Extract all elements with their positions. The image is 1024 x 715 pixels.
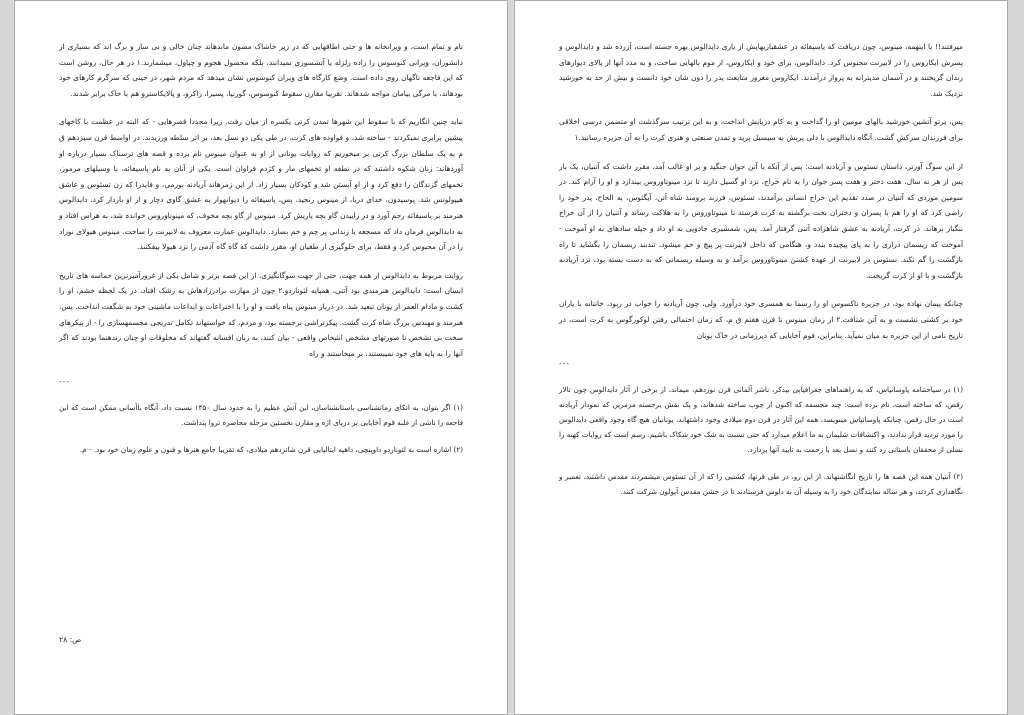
footnote-separator: --- <box>559 359 571 369</box>
paragraph: روایت مربوط به دایدالوس از همه جهت، حتی از جهت سوگانگیزی، از این قصه برتر و شامل یکی از غرورآمیزترین حماسه های تاریخ انسان است: دایدالوس هنرمندی بود آتنی، همپایه لئوناردو.۲ چون از مهارت برادرزادهاش به رشک افتاد، در یک لحظه خشم، او را کشت و مادام العمر از یونان تبعید شد. در دربار مینوس پناه یافت و او را با اختراعات و ابداعات ماشینی خود به شگفت انداخت. پس، هنرمند و مهندس بزرگ شاه کرت گشت. پیکرتراشی برجسته بود، و مردم، که خواستهاند تکامل تدریجی مجسمهسازی را - از پیکرهای سخت بی تشخص تا صورتهای مشخص اشخاص واقعی - بیان کنند، به زبان افسانه گفتهاند که مخلوقات او چنان زندهنما بودند که اگر آنها را به پایه های خود نمیبستند، بر میخاستند و راه <box>59 270 463 358</box>
paragraph: چنانکه پیمان نهاده بود، در جزیره ناکسوس او را رسما به همسری خود درآورد. ولی، چون آریادنه را خواب در ربود، خانتانه با یاران خود بر کشتی نشست و به آتن شتافت.۲ از زمان مینوس تا قرن هفتم ق م، که زمان احتمالی رفتن لوکورگوس به کرت است، در تاریخ نامی از این جزیره به میان نمیآید. بنابراین، قوم آخایایی که دیرزمانی در خاک یونان <box>559 299 963 340</box>
paragraph: پس، پرتو آتشین خورشید بالهای مومین او را گداخت و به کام دریایش انداخت، و به این ترتیب سرگذشت او متضمن درسی اخلاقی برای فرزندان سرکش گشت. آنگاه دایدالوس با دلی پریش به سیسیل پرید و تمدن صنعتی و هنری کرت را به آن جزیره رسانید.۱ <box>559 117 963 142</box>
paragraph: میرفتند!! با اینهمه، مینوس، چون دریافت که پاسیفائه در عشقبازیهایش از یاری دایدالوس بهره جسته است، آزرده شد و دایدالوس و پسرش ایکاروس را در لابیرنت محبوس کرد. دایدالوس، برای خود و ایکاروس، از موم بالهایی ساخت، و به مدد آنها از بالای دیوارهای زندان گریختند و در آسمان مدیترانه به پرواز درآمدند. ایکاروس مغرور متابعت پدر را دون شان خود دانست و بیش از حد به خورشید نزدیک شد. <box>559 42 963 98</box>
footnote: (۲) آتنیان همه این قصه ها را تاریخ انگاشتهاند. از این رو، در طی قرنها، کشتیی را که از آن تسئوس میشمردند مقدس داشتند، تعمیر و نگاهداری کردند، و هر ساله نمایندگان خود را به وسیله آن به دلوس فرستادند تا در جشن مقدس آپولون شرکت کنند. <box>559 471 963 496</box>
footnote: (۱) در سیاحتنامه پاوسانیاس، که به راهنماهای جغرافیایی بیدکر، ناشر آلمانی قرن نوزدهم، میماند، از برخی از آثار دایدالوس چون تالار رقص، که ساخته است، نام برده است: چند مجسمه که اکنون از چوب ساخته شدهاند، و یک نقش برجسته مرمرین که نمودار آریادنه است در حال رقص. چنانکه پاوسانیاس مینویسد، همه این آثار در قرن دوم میلادی وجود داشتهاند. یونانیان هیچ گاه وجود واقعی دایدالوس را مورد تردید قرار ندادند، و اکتشافات شلیمان به ما اعلام میدارد که حتی نسبت به شک خود شکاک باشیم. رسم است که روایات کهنه را نسلی از محققان باستانی رد کنند و نسل بعد با زحمت به تایید آنها پردازد. <box>559 384 963 454</box>
footnote: (۱) اگر بتوان، به اتکای زمانشناسی باستانشناسان، این آتش عظیم را به حدود سال ۱۴۵۰ نسبت داد، آنگاه باآسانی ممکن است که این فاجعه را ناشی از غلبه قوم آخایایی بر دریای اژه و مقارن نخستین مرحله محاصره تروا پنداشت. <box>59 402 463 427</box>
right-page-content <box>559 39 963 674</box>
left-page <box>14 0 508 715</box>
footnote: (۲) اشاره است به لئوناردو داوینچی، داهیه ایتالیایی قرن شانزدهم میلادی، که تقریبا جامع هنرها و فنون و علوم زمان خود بود. - م. <box>79 444 463 454</box>
left-page-content <box>59 39 463 674</box>
paragraph: تام و تمام است، و ویرانخانه ها و حتی اطاقهایی که در زیر خاشاک مصون ماندهاند چنان خالی و بی ساز و برگ اند که بسیاری از دانشوران، ویرانی کنوسوس را زاده زلزله یا آتشسوزی نمیدانند، بلکه محصول هجوم و چپاول، میشمارند.۱ در هر حال، روشن است که این فاجعه ناگهان روی داده است. وضع کارگاه های ویران کنوسوس نشان میدهد که مردم شهر، در حینی که سرگرم کارهای خود بودهاند، با مرگی بیامان مواجه شدهاند. تقریبا مقارن سقوط کنوسوس، گورنیا، پسیرا، زاکرو، و پالایکاسترو هم با خاک برابر شدند. <box>59 42 463 98</box>
right-page <box>514 0 1008 715</box>
page-number: ص: ۲۸ <box>59 635 82 644</box>
footnote-separator: --- <box>59 377 71 387</box>
paragraph: از این سوگ آورتر، داستان تسئوس و آریادنه است: پس از آنکه با آتن جوان جنگید و بر او غالب آمد، مقرر داشت که آتنیان، یک بار پس از هر نه سال، هفت دختر و هفت پسر جوان را به نام خراج، نزد او گسیل دارند تا نزد مینوتاوروس بیندازد و او را آرام کند. در سومین موردی که آتنیان در صدد تقدیم این خراج انسانی برآمدند، تسئوس، فرزند برومند شاه آتن، آیگئوس، به الحاح، پدر خود را راضی کرد که او را هم با پسران و دختران بخت برگشته به کرت فرستد تا مینوتاوروس را به هلاکت رساند و آتنیان را از آن خراج ننگبار برهاند. در کرت، آریادنه به عشق شاهزاده آتنی گرفتار آمد. پس، شمشیری جادویی به او داد و حیله سادهای به او آموخت - آموخت که ریسمان درازی را به پای پیچیده بندد و، هنگامی که داخل لابیرنت پر پیچ و خم میشود، تندبند ریسمان را بگشاید تا راه بازگشت را گم نکند. تسئوس در لابیرنت از عهده کشتن مینوتاوروس برآمد و به وسیله ریسمانی که به دست بسته بود، نزد آریادنه بازگشت و با او از کرت گریخت. <box>559 161 963 280</box>
paragraph: نباید چنین انگاریم که با سقوط این شهرها تمدن کرتی یکسره از میان رفت. زیرا مجددا قصرهایی - که البته در عظمت با کاخهای پیشین برابری نمیکردند - ساخته شد، و فواوده های کرت، در طی یکی دو نسل بعد، بر اثر سلطه ورزیدند. در اواسط قرن سیزدهم ق م به یک سلطان بزرگ کرتی بر میخوریم که روایات یونانی از او به عنوان مینوس نام برده و قصه های ترسناک بسیار درباره او آوردهاند: زنان شکوه داشتند که در نطفه او تخمهای مار و کژدم فراوان است. یکی از آنان به نام پاسیفائه، با وسیلهای مرموز، تخمهای گزندگان را دفع کرد و از او آبستن شد و کودکان بسیار زاد. از این زمرهاند آریادنه بورمی، و فایدرا که زن تسئوس و عاشق هیپولوتس شد. پوسیدون، خدای دریا، از مینوس رنجید. پس، پاسیفائه را دیوانهوار به عشق گاوی دچار و از او باردار کرد. دایدالوس هنرمند بر پاسیفائه رحم آورد و در زاییدن گاو بچه یاریش کرد. مینوس از گاو بچه مخوف، که مینوتاوروس خوانده شد، به هراس افتاد و به دایدالوس فرمان داد که مسجعه یا زندانی پر چم و خم بسازد. دایدالوس عمارت معروف به لابیرنت را ساخت. مینوس هیولای نوزاد را در آن محبوس کرد و فقط، برای جلوگیری از طغیان او، مقرر داشت که گاه گاه آدمی را نزد هیولا بیفکنند. <box>59 117 463 252</box>
